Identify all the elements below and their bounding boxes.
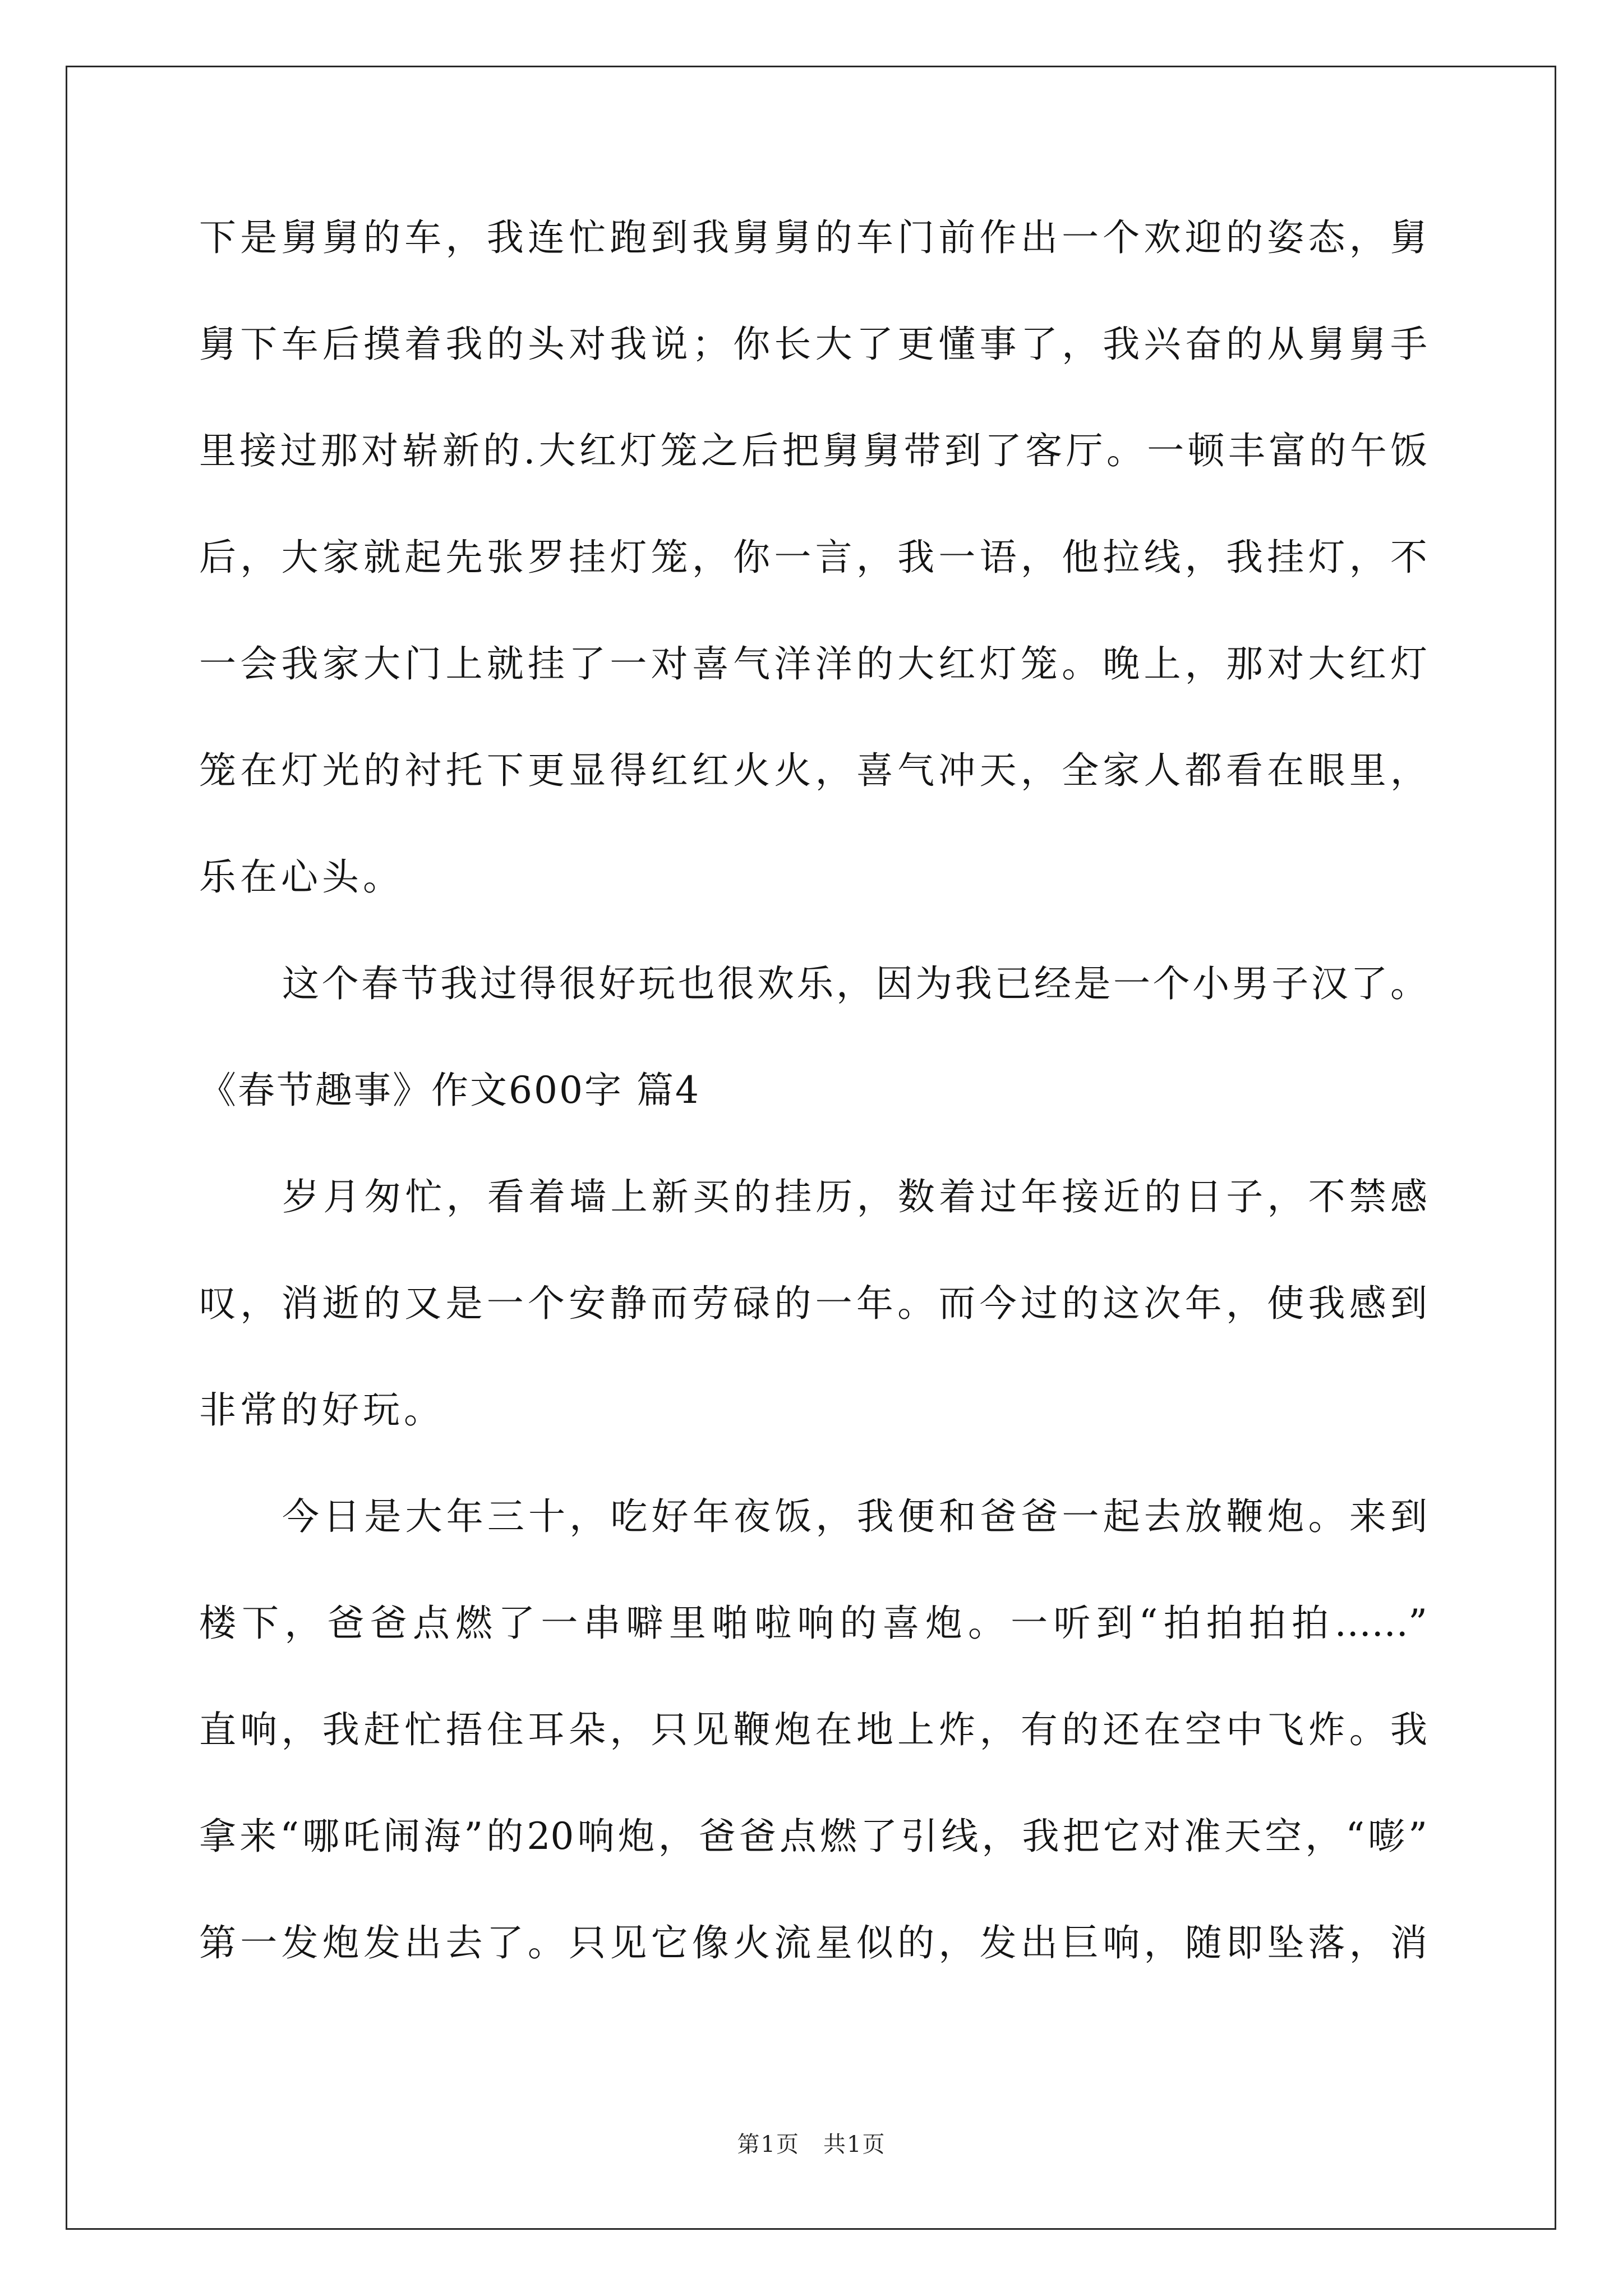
text-line: 一会我家大门上就挂了一对喜气洋洋的大红灯笼。晚上，那对大红灯 bbox=[199, 642, 1427, 685]
paragraph-first-line: 岁月匆忙，看着墙上新买的挂历，数着过年接近的日子，不禁感 bbox=[282, 1175, 1427, 1218]
document-body bbox=[199, 207, 1427, 2019]
text-line: 楼下，爸爸点燃了一串噼里啪啦响的喜炮。一听到“拍拍拍拍……” bbox=[199, 1602, 1427, 1645]
text-line: 直响，我赶忙捂住耳朵，只见鞭炮在地上炸，有的还在空中飞炸。我 bbox=[199, 1708, 1427, 1751]
section-heading: 《春节趣事》作文600字 篇4 bbox=[199, 1069, 700, 1112]
text-line: 舅下车后摸着我的头对我说；你长大了更懂事了，我兴奋的从舅舅手 bbox=[199, 323, 1427, 366]
text-line: 乐在心头。 bbox=[199, 855, 404, 899]
text-line: 下是舅舅的车，我连忙跑到我舅舅的车门前作出一个欢迎的姿态，舅 bbox=[199, 216, 1427, 259]
text-line: 叹，消逝的又是一个安静而劳碌的一年。而今过的这次年，使我感到 bbox=[199, 1282, 1427, 1325]
text-line: 后，大家就起先张罗挂灯笼，你一言，我一语，他拉线，我挂灯，不 bbox=[199, 536, 1427, 579]
text-line: 笼在灯光的衬托下更显得红红火火，喜气冲天，全家人都看在眼里， bbox=[199, 749, 1427, 792]
text-line: 拿来“哪吒闹海”的20响炮，爸爸点燃了引线，我把它对准天空，“嘭” bbox=[199, 1815, 1427, 1858]
paragraph-first-line: 这个春节我过得很好玩也很欢乐，因为我已经是一个小男子汉了。 bbox=[282, 962, 1427, 1005]
text-line: 非常的好玩。 bbox=[199, 1388, 445, 1432]
text-line: 第一发炮发出去了。只见它像火流星似的，发出巨响，随即坠落，消 bbox=[199, 1921, 1427, 1964]
paragraph-first-line: 今日是大年三十，吃好年夜饭，我便和爸爸一起去放鞭炮。来到 bbox=[282, 1495, 1427, 1538]
page-footer: 第1页 共1页 bbox=[737, 2132, 886, 2157]
text-line: 里接过那对崭新的.大红灯笼之后把舅舅带到了客厅。一顿丰富的午饭 bbox=[199, 429, 1427, 472]
